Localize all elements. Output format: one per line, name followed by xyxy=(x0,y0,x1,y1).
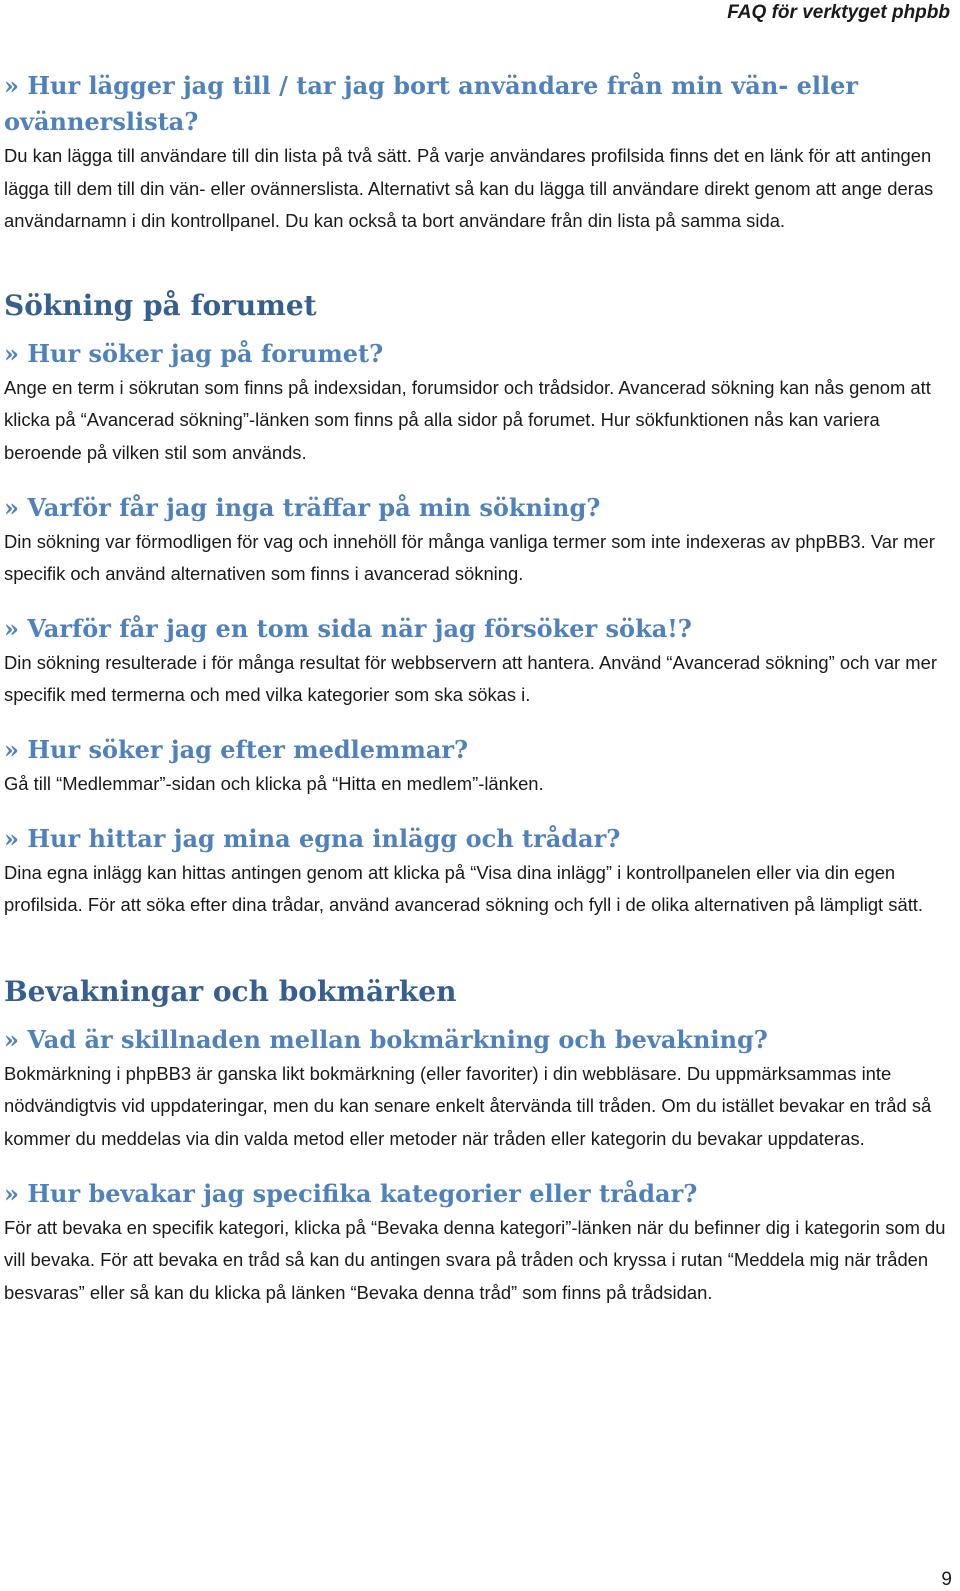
faq-answer: För att bevaka en specifik kategori, klicka på “Bevaka denna kategori”-länken när du befinner dig i kategorin som du vill bevaka. För att bevaka en tråd så kan du antingen svara på tråden och kryssa i rutan “Meddela mig när tråden besvaras” eller så kan du klicka på länken “Bevaka denna tråd” som finns på trådsidan. xyxy=(4,1216,946,1303)
faq-item xyxy=(4,336,952,470)
faq-answer: Din sökning var förmodligen för vag och innehöll för många vanliga termer som inte indexeras av phpBB3. Var mer specifik och använd alternativen som finns i avancerad sökning. xyxy=(4,530,935,585)
faq-item xyxy=(4,1176,952,1310)
faq-answer: Bokmärkning i phpBB3 är ganska likt bokmärkning (eller favoriter) i din webbläsare. Du uppmärksammas inte nödvändigtvis vid uppdateringar, men du kan senare enkelt återvända till tråden. Om du istället bevakar en tråd så kommer du meddelas via din valda metod eller metoder när tråden eller kategorin du bevakar uppdateras. xyxy=(4,1062,932,1149)
faq-question: » Vad är skillnaden mellan bokmärkning och bevakning? xyxy=(4,1024,768,1054)
faq-answer: Dina egna inlägg kan hittas antingen genom att klicka på “Visa dina inlägg” i kontrollpanelen eller via din egen profilsida. För att söka efter dina trådar, använd avancerad sökning och fyll i de olika alternativen på lämpligt sätt. xyxy=(4,861,924,916)
faq-question: » Varför får jag en tom sida när jag försöker söka!? xyxy=(4,613,692,643)
faq-item xyxy=(4,1022,952,1156)
page-header-title: FAQ för verktyget phpbb xyxy=(727,2,950,23)
faq-answer: Ange en term i sökrutan som finns på indexsidan, forumsidor och trådsidor. Avancerad sökning kan nås genom att klicka på “Avancerad sökning”-länken som finns på alla sidor på forumet. Hur sökfunktionen nås kan variera beroende på vilken stil som används. xyxy=(4,376,931,463)
faq-question: » Hur lägger jag till / tar jag bort användare från min vän- eller ovännerslista? xyxy=(4,71,859,136)
faq-answer: Gå till “Medlemmar”-sidan och klicka på “Hitta en medlem”-länken. xyxy=(4,772,544,794)
faq-item xyxy=(4,68,952,238)
faq-item xyxy=(4,821,952,922)
faq-question: » Hur söker jag på forumet? xyxy=(4,338,384,368)
faq-item xyxy=(4,732,952,801)
document-body xyxy=(4,68,952,1329)
faq-question: » Hur hittar jag mina egna inlägg och trådar? xyxy=(4,823,621,853)
faq-answer: Du kan lägga till användare till din lista på två sätt. På varje användares profilsida finns det en länk för att antingen lägga till dem till din vän- eller ovännerslista. Alternativt så kan du lägga till användare direkt genom att ange deras användarnamn i din kontrollpanel. Du kan också ta bort användare från din lista på samma sida. xyxy=(4,145,934,232)
faq-answer: Din sökning resulterade i för många resultat för webbservern att hantera. Använd “Avancerad sökning” och var mer specifik med termerna och med vilka kategorier som ska sökas i. xyxy=(4,651,937,706)
faq-question: » Hur söker jag efter medlemmar? xyxy=(4,734,469,764)
faq-item xyxy=(4,611,952,712)
faq-item xyxy=(4,490,952,591)
faq-question: » Varför får jag inga träffar på min sökning? xyxy=(4,492,601,522)
section-heading: Sökning på forumet xyxy=(4,288,317,322)
page-number: 9 xyxy=(941,1569,952,1590)
faq-question: » Hur bevakar jag specifika kategorier eller trådar? xyxy=(4,1178,698,1208)
section-heading: Bevakningar och bokmärken xyxy=(4,974,457,1008)
